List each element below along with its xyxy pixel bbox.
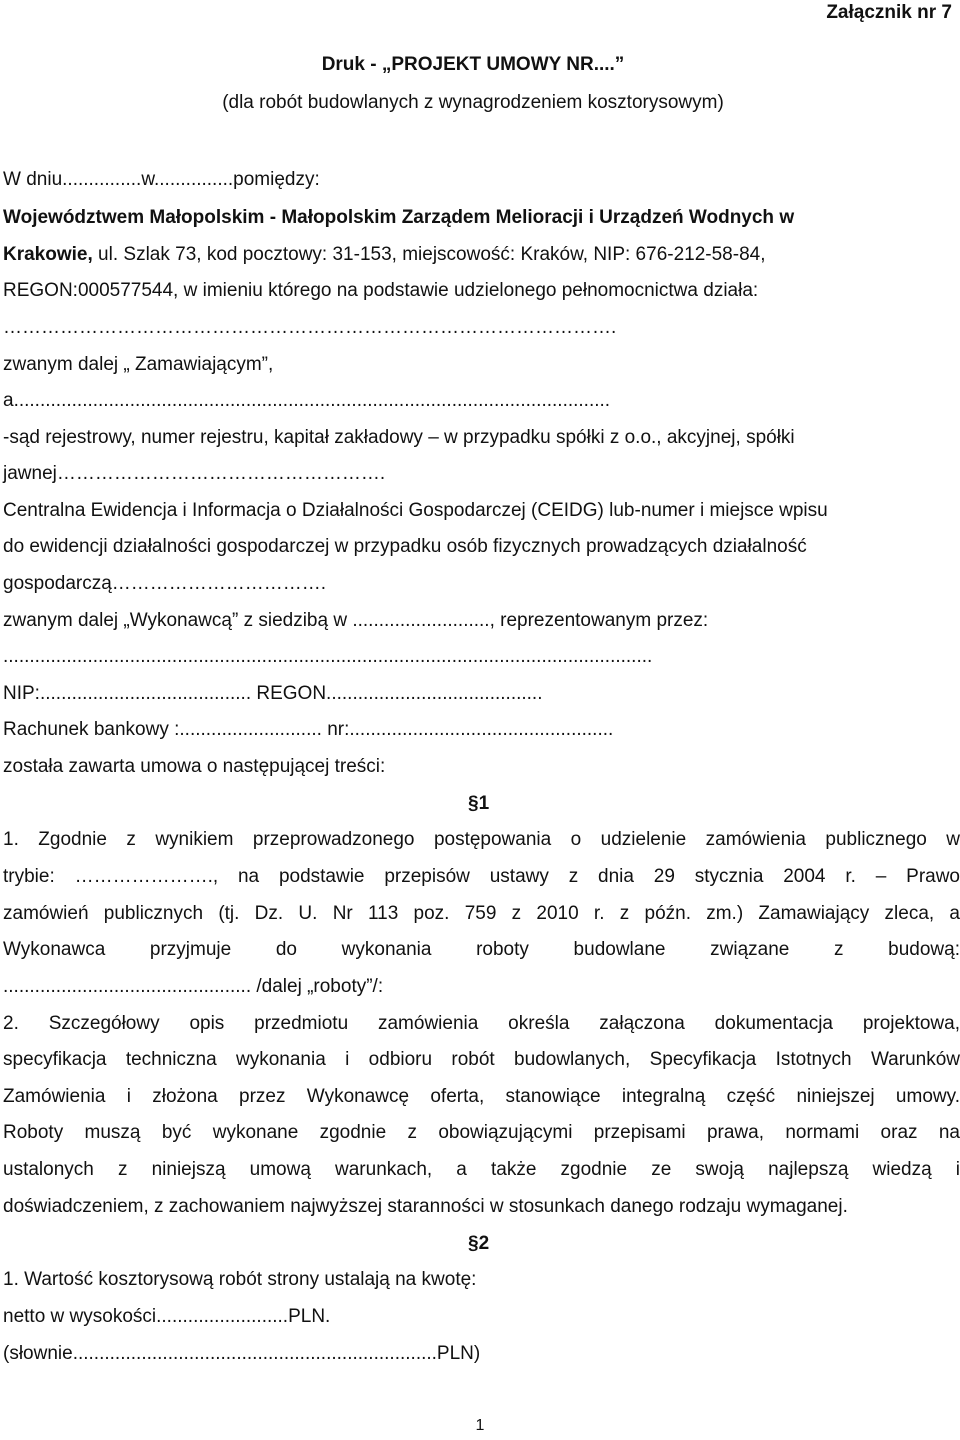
attachment-label: Załącznik nr 7 — [826, 2, 952, 23]
section-1-p1-line-4: Wykonawca przyjmuje do wykonania roboty budowlane związane z budową: — [3, 939, 960, 960]
section-1-p2-line-2: specyfikacja techniczna wykonania i odbioru robót budowlanych, Specyfikacja Istotnych Warunków — [3, 1049, 960, 1070]
registry-line: -sąd rejestrowy, numer rejestru, kapitał zakładowy – w przypadku spółki z o.o., akcyjnej, spółki — [3, 427, 795, 448]
bank-account-line: Rachunek bankowy :........................... nr:.................................................. — [3, 719, 614, 740]
section-1-p2-line-5: ustalonych z niniejszą umową warunkach, a także zgodnie ze swoją najlepszą wiedzą i — [3, 1159, 960, 1180]
section-1-p1-last: ............................................... /dalej „roboty”/: — [3, 976, 384, 997]
date-place-line: W dniu...............w...............pomiędzy: — [3, 169, 320, 190]
page-number: 1 — [475, 1417, 485, 1434]
registry-line-2: jawnej……………………………………………. — [3, 463, 386, 484]
section-1-heading: §1 — [468, 793, 490, 814]
section-1-p2-line-1: 2. Szczegółowy opis przedmiotu zamówienia określa załączona dokumentacja projektowa, — [3, 1013, 960, 1034]
representative-dots: ........................................................................................................................... — [3, 646, 653, 667]
section-1-p2-last: doświadczeniem, z zachowaniem najwyższej staranności w stosunkach danego rodzaju wymaganej. — [3, 1196, 848, 1217]
document-subtitle: (dla robót budowlanych z wynagrodzeniem kosztorysowym) — [222, 92, 724, 113]
section-1-p2-line-3: Zamówienia i złożona przez Wykonawcę oferta, stanowiące integralną część niniejszej umowy. — [3, 1086, 960, 1107]
nip-regon-line: NIP:........................................ REGON......................................... — [3, 683, 543, 704]
ceidg-line-3: gospodarczą……………………………. — [3, 573, 327, 594]
employer-representative-dots: ……………………………………………………………………………………. — [3, 317, 617, 338]
section-2-heading: §2 — [468, 1233, 490, 1254]
employer-called-line: zwanym dalej „ Zamawiającym”, — [3, 354, 274, 375]
employer-address: ul. Szlak 73, kod pocztowy: 31-153, miejscowość: Kraków, NIP: 676-212-58-84, — [92, 244, 766, 265]
section-1-p1-line-3: zamówień publicznych (tj. Dz. U. Nr 113 poz. 759 z 2010 r. z późn. zm.) Zamawiający zleca, a — [3, 903, 960, 924]
employer-regon-line: REGON:000577544, w imieniu którego na podstawie udzielonego pełnomocnictwa działa: — [3, 280, 759, 301]
employer-city: Krakowie, — [3, 244, 93, 265]
section-2-amount-words: (słownie.....................................................................PLN) — [3, 1343, 481, 1364]
employer-name-line-1: Województwem Małopolskim - Małopolskim Zarządem Melioracji i Urządzeń Wodnych w — [3, 207, 795, 228]
contractor-called-line: zwanym dalej „Wykonawcą” z siedzibą w .........................., reprezentowanym przez: — [3, 610, 709, 631]
section-1-p1-line-1: 1. Zgodnie z wynikiem przeprowadzonego postępowania o udzielenie zamówienia publicznego w — [3, 829, 960, 850]
section-2-net-amount: netto w wysokości.........................PLN. — [3, 1306, 331, 1327]
section-2-line-1: 1. Wartość kosztorysową robót strony ustalają na kwotę: — [3, 1269, 477, 1290]
contractor-line: a................................................................................................................. — [3, 390, 611, 411]
employer-address-line — [3, 243, 960, 267]
section-1-p2-line-4: Roboty muszą być wykonane zgodnie z obowiązującymi przepisami prawa, normami oraz na — [3, 1122, 960, 1143]
ceidg-line-2: do ewidencji działalności gospodarczej w przypadku osób fizycznych prowadzących działalność — [3, 536, 807, 557]
ceidg-line-1: Centralna Ewidencja i Informacja o Działalności Gospodarczej (CEIDG) lub-numer i miejsce wpisu — [3, 500, 828, 521]
document-title: Druk - „PROJEKT UMOWY NR....” — [321, 54, 625, 75]
section-1-p1-line-2: trybie: …………………., na podstawie przepisów ustawy z dnia 29 stycznia 2004 r. – Prawo — [3, 866, 960, 887]
concluded-line: została zawarta umowa o następującej treści: — [3, 756, 386, 777]
